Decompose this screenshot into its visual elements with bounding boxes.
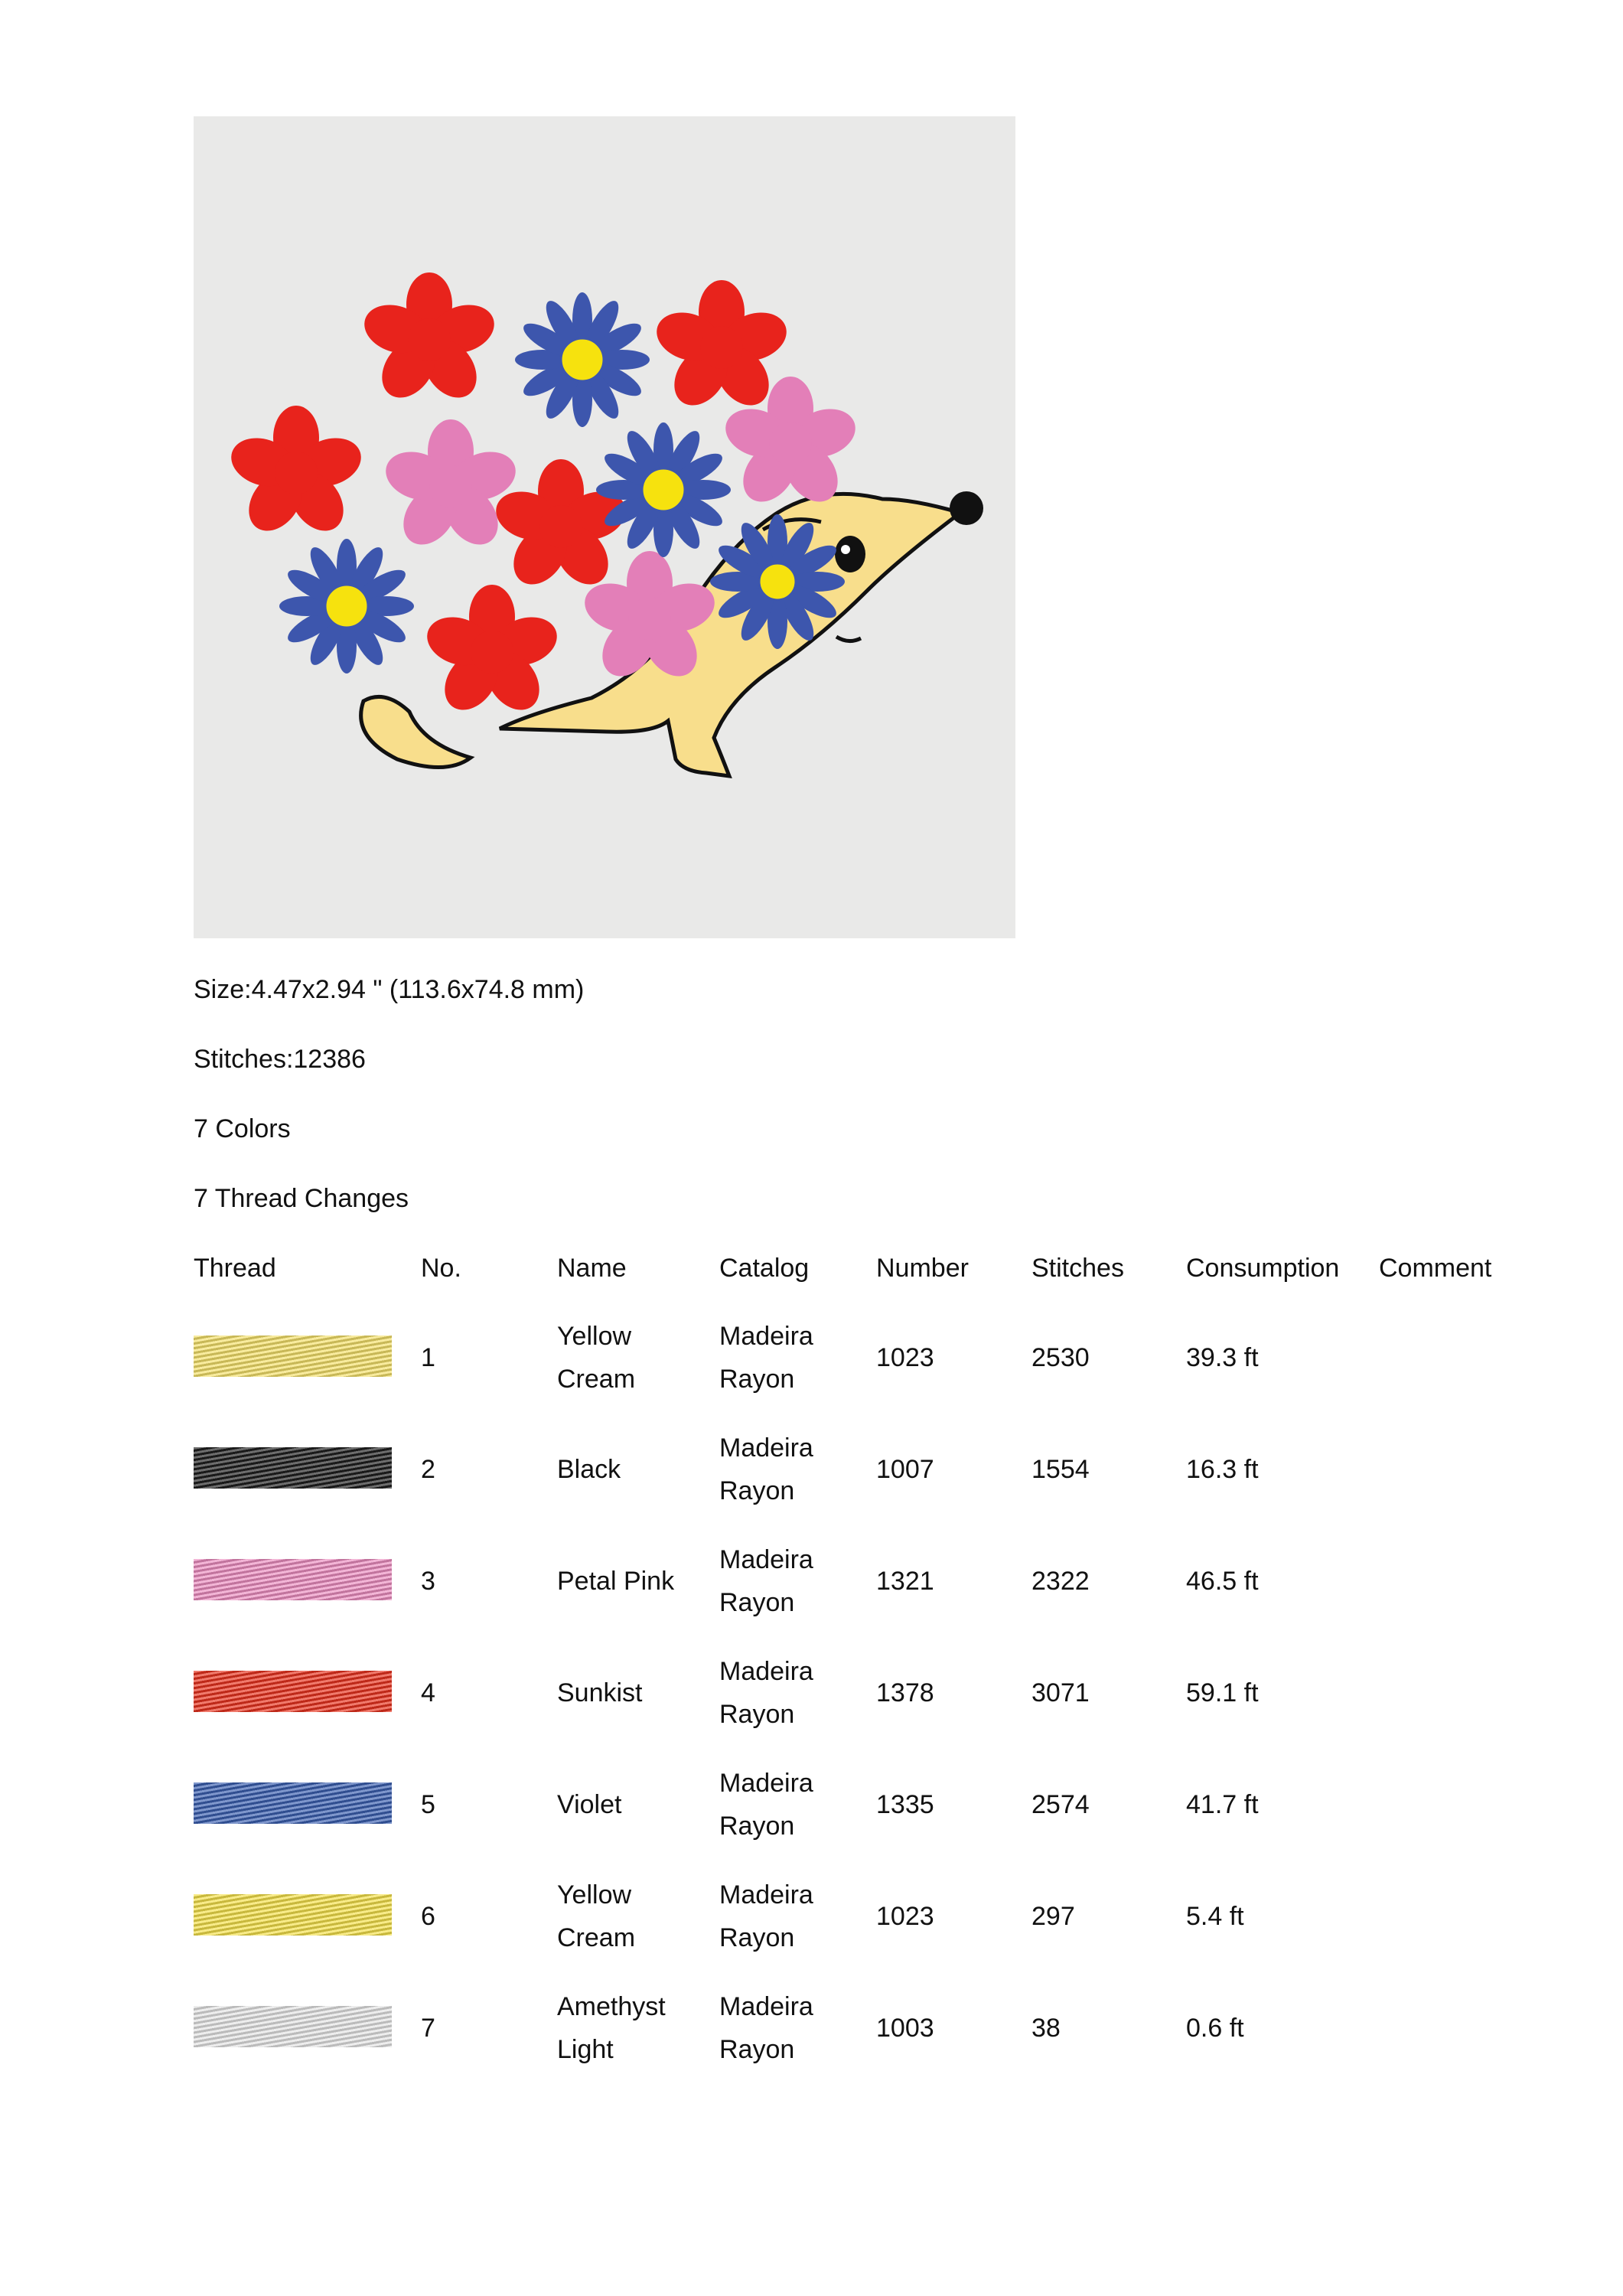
thread-name-line: Sunkist	[557, 1678, 643, 1707]
column-header-stitches: Stitches	[1031, 1254, 1124, 1283]
thread-consumption: 46.5 ft	[1186, 1567, 1259, 1596]
thread-stitches: 2574	[1031, 1790, 1090, 1819]
thread-catalog	[719, 1315, 813, 1401]
thread-name	[557, 1783, 621, 1826]
thread-color-swatch	[194, 1447, 392, 1489]
thread-color-swatch	[194, 1559, 392, 1600]
thread-catalog-line: Rayon	[719, 1476, 795, 1505]
column-header-consumption: Consumption	[1186, 1254, 1340, 1283]
thread-color-swatch	[194, 1336, 392, 1377]
thread-no: 3	[421, 1567, 435, 1596]
thread-no: 7	[421, 2014, 435, 2043]
thread-name-line: Violet	[557, 1790, 622, 1819]
thread-name-line: Cream	[557, 1365, 636, 1394]
thread-color-swatch	[194, 1671, 392, 1712]
thread-no: 5	[421, 1790, 435, 1819]
thread-number: 1378	[876, 1678, 934, 1707]
thread-number: 1007	[876, 1455, 934, 1484]
table-row	[0, 1427, 1623, 1538]
stitch-count: Stitches:12386	[194, 1045, 366, 1074]
thread-catalog-line: Madeira	[719, 1657, 813, 1686]
table-row	[0, 1762, 1623, 1874]
thread-no: 2	[421, 1455, 435, 1484]
thread-stitches: 38	[1031, 2014, 1061, 2043]
thread-stitches: 1554	[1031, 1455, 1090, 1484]
thread-catalog	[719, 1762, 813, 1848]
thread-catalog-line: Madeira	[719, 1880, 813, 1910]
thread-name	[557, 1874, 635, 1959]
thread-color-swatch	[194, 1782, 392, 1824]
thread-catalog-line: Madeira	[719, 1992, 813, 2021]
thread-name-line: Amethyst	[557, 1992, 666, 2021]
thread-name	[557, 1671, 643, 1714]
thread-stitches: 3071	[1031, 1678, 1090, 1707]
thread-catalog-line: Rayon	[719, 2035, 795, 2064]
thread-catalog-line: Madeira	[719, 1769, 813, 1798]
column-header-catalog: Catalog	[719, 1254, 810, 1283]
table-row	[0, 1985, 1623, 2097]
thread-catalog	[719, 1427, 813, 1512]
thread-color-swatch	[194, 2006, 392, 2047]
thread-number: 1023	[876, 1902, 934, 1931]
thread-name-line: Cream	[557, 1923, 636, 1952]
thread-color-swatch	[194, 1894, 392, 1936]
hedgehog-embroidery-image	[194, 116, 1015, 938]
thread-name-line: Yellow	[557, 1880, 632, 1910]
thread-catalog-line: Rayon	[719, 1923, 795, 1952]
thread-catalog-line: Rayon	[719, 1365, 795, 1394]
column-header-name: Name	[557, 1254, 627, 1283]
thread-consumption: 16.3 ft	[1186, 1455, 1259, 1484]
thread-name-line: Petal Pink	[557, 1567, 675, 1596]
thread-name-line: Light	[557, 2035, 614, 2064]
column-header-comment: Comment	[1379, 1254, 1492, 1283]
thread-stitches: 2322	[1031, 1567, 1090, 1596]
table-row	[0, 1874, 1623, 1985]
thread-name	[557, 1560, 674, 1603]
thread-name	[557, 1315, 635, 1401]
thread-no: 6	[421, 1902, 435, 1931]
thread-consumption: 41.7 ft	[1186, 1790, 1259, 1819]
table-row	[0, 1538, 1623, 1650]
column-header-no: No.	[421, 1254, 461, 1283]
thread-no: 1	[421, 1343, 435, 1372]
thread-catalog	[719, 1985, 813, 2071]
thread-consumption: 59.1 ft	[1186, 1678, 1259, 1707]
design-size: Size:4.47x2.94 " (113.6x74.8 mm)	[194, 975, 585, 1004]
thread-consumption: 5.4 ft	[1186, 1902, 1244, 1931]
thread-catalog-line: Rayon	[719, 1812, 795, 1841]
thread-number: 1023	[876, 1343, 934, 1372]
thread-catalog-line: Madeira	[719, 1545, 813, 1574]
thread-name	[557, 1985, 666, 2071]
thread-consumption: 39.3 ft	[1186, 1343, 1259, 1372]
thread-change-count: 7 Thread Changes	[194, 1184, 409, 1213]
column-header-number: Number	[876, 1254, 969, 1283]
color-count: 7 Colors	[194, 1114, 291, 1143]
thread-catalog-line: Madeira	[719, 1433, 813, 1463]
thread-no: 4	[421, 1678, 435, 1707]
thread-number: 1003	[876, 2014, 934, 2043]
thread-catalog	[719, 1538, 813, 1624]
thread-number: 1321	[876, 1567, 934, 1596]
thread-catalog	[719, 1650, 813, 1736]
table-row	[0, 1315, 1623, 1427]
thread-catalog	[719, 1874, 813, 1959]
thread-name-line: Yellow	[557, 1322, 632, 1351]
table-row	[0, 1650, 1623, 1762]
thread-catalog-line: Rayon	[719, 1588, 795, 1617]
thread-stitches: 297	[1031, 1902, 1075, 1931]
thread-consumption: 0.6 ft	[1186, 2014, 1244, 2043]
thread-name	[557, 1448, 621, 1491]
column-header-thread: Thread	[194, 1254, 276, 1283]
design-preview	[194, 116, 1015, 938]
thread-stitches: 2530	[1031, 1343, 1090, 1372]
thread-catalog-line: Rayon	[719, 1700, 795, 1729]
thread-number: 1335	[876, 1790, 934, 1819]
thread-name-line: Black	[557, 1455, 621, 1484]
thread-catalog-line: Madeira	[719, 1322, 813, 1351]
